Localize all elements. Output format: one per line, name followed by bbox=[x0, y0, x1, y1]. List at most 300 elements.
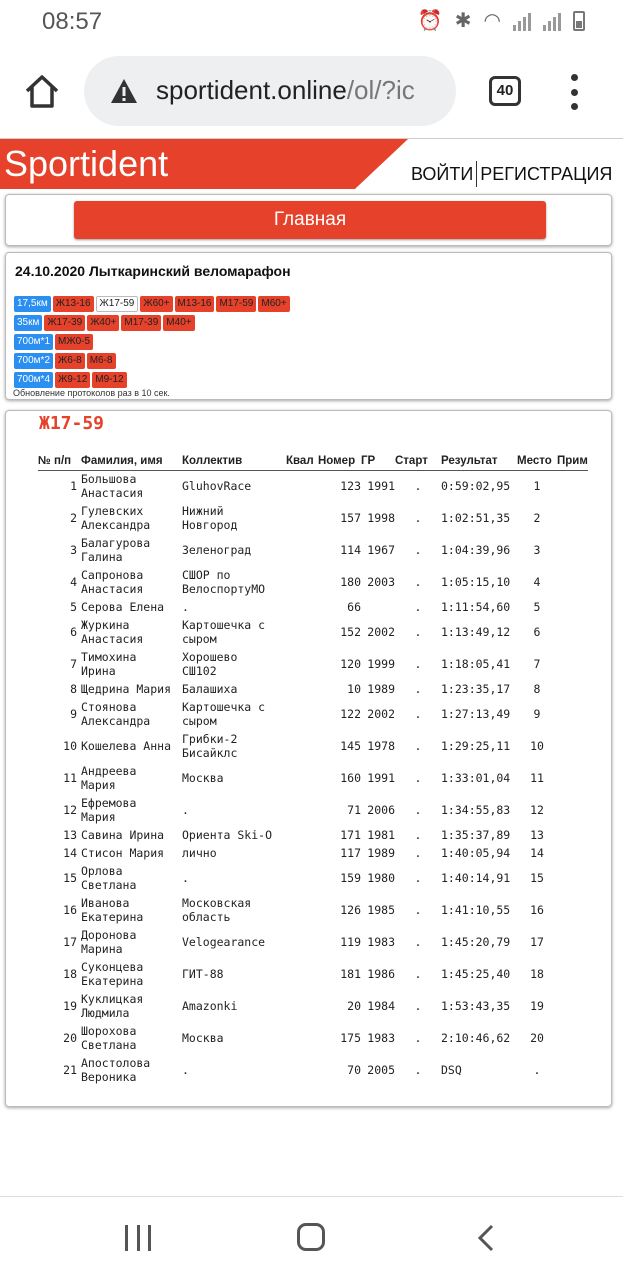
cell-result: 1:11:54,60 bbox=[441, 600, 511, 614]
cell-number: 2 bbox=[70, 511, 77, 525]
cell-bib: 180 bbox=[340, 575, 361, 589]
group-chip[interactable]: Ж17-59 bbox=[96, 296, 139, 312]
cell-result: 1:23:35,17 bbox=[441, 682, 511, 696]
table-row bbox=[38, 894, 588, 926]
recent-apps-icon[interactable] bbox=[125, 1225, 151, 1251]
cell-bib: 160 bbox=[340, 771, 361, 785]
cell-result: 1:35:37,89 bbox=[441, 828, 511, 842]
cell-birth-year: 1983 bbox=[367, 1031, 395, 1045]
group-chip[interactable]: М6-8 bbox=[87, 353, 116, 369]
column-header: Фамилия, имя bbox=[81, 453, 182, 470]
cell-club: Хорошево СШ102 bbox=[182, 650, 238, 678]
cell-note bbox=[557, 844, 588, 862]
cell-note bbox=[557, 616, 588, 648]
cell-number: 7 bbox=[70, 657, 77, 671]
table-row bbox=[38, 862, 588, 894]
cell-place: 6 bbox=[533, 625, 541, 639]
cell-start: . bbox=[414, 575, 422, 589]
home-icon[interactable] bbox=[22, 72, 62, 112]
cell-kval bbox=[286, 844, 318, 862]
cell-name: Доронова Марина bbox=[81, 928, 137, 956]
group-chip[interactable]: М60+ bbox=[258, 296, 289, 312]
cell-note bbox=[557, 698, 588, 730]
cell-name: Кошелева Анна bbox=[81, 739, 172, 753]
cell-birth-year: 1999 bbox=[367, 657, 395, 671]
cell-place: 15 bbox=[530, 871, 544, 885]
main-nav-panel bbox=[5, 194, 612, 246]
cell-birth-year: 1989 bbox=[367, 682, 395, 696]
site-header bbox=[0, 138, 623, 190]
cell-club: лично bbox=[182, 846, 217, 860]
event-title: 24.10.2020 Лыткаринский веломарафон bbox=[15, 263, 291, 279]
group-chip[interactable]: Ж13-16 bbox=[53, 296, 94, 312]
column-header: Прим bbox=[557, 453, 588, 470]
cell-note bbox=[557, 730, 588, 762]
cell-start: . bbox=[414, 511, 422, 525]
cell-name: Гулевских Александра bbox=[81, 504, 151, 532]
cell-kval bbox=[286, 534, 318, 566]
cell-note bbox=[557, 958, 588, 990]
cell-start: . bbox=[414, 1031, 422, 1045]
table-row bbox=[38, 648, 588, 680]
category-selector bbox=[14, 296, 290, 391]
cell-birth-year: 2002 bbox=[367, 707, 395, 721]
cell-birth-year: 1991 bbox=[367, 479, 395, 494]
cell-bib: 157 bbox=[340, 511, 361, 525]
cell-result: 2:10:46,62 bbox=[441, 1031, 511, 1045]
cell-bib: 145 bbox=[340, 739, 361, 753]
cell-note bbox=[557, 826, 588, 844]
column-header: № п/п bbox=[38, 453, 81, 470]
category-row bbox=[14, 315, 290, 331]
address-bar[interactable] bbox=[84, 56, 456, 126]
cell-start: . bbox=[414, 871, 422, 885]
cell-club: . bbox=[182, 803, 189, 817]
group-chip[interactable]: М13-16 bbox=[175, 296, 215, 312]
cell-name: Апостолова Вероника bbox=[81, 1056, 151, 1084]
cell-birth-year: 1980 bbox=[367, 871, 395, 885]
cell-birth-year: 1978 bbox=[367, 739, 395, 753]
cell-name: Орлова Светлана bbox=[81, 864, 137, 892]
table-row bbox=[38, 844, 588, 862]
cell-result: 1:40:14,91 bbox=[441, 871, 511, 885]
cell-kval bbox=[286, 598, 318, 616]
bluetooth-icon: ✱ bbox=[454, 10, 472, 32]
cell-place: 14 bbox=[530, 846, 544, 860]
table-row bbox=[38, 534, 588, 566]
cell-bib: 20 bbox=[347, 999, 361, 1013]
cell-kval bbox=[286, 1054, 318, 1086]
column-header: Место bbox=[517, 453, 557, 470]
cell-name: Андреева Мария bbox=[81, 764, 137, 792]
table-row bbox=[38, 598, 588, 616]
cell-number: 9 bbox=[70, 707, 77, 721]
wifi-icon: ◠ bbox=[483, 10, 501, 32]
cell-kval bbox=[286, 470, 318, 502]
cell-club: Картошечка с сыром bbox=[182, 618, 266, 646]
cell-start: . bbox=[414, 600, 422, 614]
signal-icon bbox=[513, 11, 531, 31]
cell-place: 19 bbox=[530, 999, 544, 1013]
event-panel bbox=[5, 252, 612, 400]
cell-bib: 70 bbox=[347, 1063, 361, 1077]
cell-bib: 10 bbox=[347, 682, 361, 696]
group-chip[interactable]: М40+ bbox=[163, 315, 194, 331]
cell-note bbox=[557, 648, 588, 680]
cell-club: Картошечка с сыром bbox=[182, 700, 266, 728]
category-row bbox=[14, 296, 290, 312]
cell-place: 7 bbox=[533, 657, 541, 671]
cell-birth-year: 1981 bbox=[367, 828, 395, 842]
cell-note bbox=[557, 926, 588, 958]
cell-kval bbox=[286, 762, 318, 794]
cell-note bbox=[557, 598, 588, 616]
cell-bib: 71 bbox=[347, 803, 361, 817]
cell-note bbox=[557, 762, 588, 794]
column-header: Квал bbox=[286, 453, 318, 470]
cell-kval bbox=[286, 648, 318, 680]
cell-birth-year: 2003 bbox=[367, 575, 395, 589]
group-chip[interactable]: Ж9-12 bbox=[55, 372, 90, 388]
cell-name: Иванова Екатерина bbox=[81, 896, 144, 924]
cell-name: Суконцева Екатерина bbox=[81, 960, 144, 988]
cell-result: 1:33:01,04 bbox=[441, 771, 511, 785]
cell-club: . bbox=[182, 871, 189, 885]
cell-name: Стисон Мария bbox=[81, 846, 165, 860]
cell-birth-year: 1989 bbox=[367, 846, 395, 860]
cell-name: Серова Елена bbox=[81, 600, 165, 614]
cell-number: 19 bbox=[63, 999, 77, 1013]
cell-bib: 181 bbox=[340, 967, 361, 981]
status-time: 08:57 bbox=[42, 8, 103, 35]
cell-result: 1:05:15,10 bbox=[441, 575, 511, 589]
url-text[interactable] bbox=[156, 75, 415, 106]
cell-bib: 117 bbox=[340, 846, 361, 860]
cell-number: 20 bbox=[63, 1031, 77, 1045]
site-logo[interactable]: Sportident bbox=[4, 143, 169, 184]
cell-number: 6 bbox=[70, 625, 77, 639]
category-row bbox=[14, 353, 290, 369]
cell-place: 1 bbox=[533, 479, 541, 494]
cell-kval bbox=[286, 826, 318, 844]
table-row bbox=[38, 470, 588, 502]
cell-note bbox=[557, 470, 588, 502]
cell-number: 17 bbox=[63, 935, 77, 949]
cell-start: . bbox=[414, 828, 422, 842]
cell-start: . bbox=[414, 771, 422, 785]
system-nav-bar bbox=[0, 1196, 623, 1280]
home-nav-icon[interactable] bbox=[297, 1223, 325, 1251]
cell-kval bbox=[286, 698, 318, 730]
cell-number: 1 bbox=[70, 479, 77, 494]
cell-number: 4 bbox=[70, 575, 77, 589]
cell-kval bbox=[286, 680, 318, 698]
cell-number: 8 bbox=[70, 682, 77, 696]
cell-number: 12 bbox=[63, 803, 77, 817]
cell-start: . bbox=[414, 707, 422, 721]
table-row bbox=[38, 1022, 588, 1054]
group-chip[interactable]: М17-39 bbox=[121, 315, 161, 331]
cell-kval bbox=[286, 730, 318, 762]
cell-start: . bbox=[414, 479, 422, 494]
cell-place: 12 bbox=[530, 803, 544, 817]
alarm-icon: ⏰ bbox=[417, 10, 443, 32]
cell-start: . bbox=[414, 935, 422, 949]
group-chip[interactable]: МЖ0-5 bbox=[55, 334, 93, 350]
cell-place: 17 bbox=[530, 935, 544, 949]
column-header: Номер bbox=[318, 453, 361, 470]
cell-kval bbox=[286, 894, 318, 926]
cell-result: 1:41:10,55 bbox=[441, 903, 511, 917]
register-link[interactable]: РЕГИСТРАЦИЯ bbox=[480, 163, 613, 184]
cell-place: . bbox=[533, 1063, 541, 1077]
cell-start: . bbox=[414, 543, 422, 557]
table-row bbox=[38, 616, 588, 648]
cell-note bbox=[557, 502, 588, 534]
group-chip[interactable]: Ж17-39 bbox=[44, 315, 85, 331]
cell-bib: 122 bbox=[340, 707, 361, 721]
cell-result: 1:34:55,83 bbox=[441, 803, 511, 817]
table-row bbox=[38, 502, 588, 534]
cell-club: Москва bbox=[182, 1031, 224, 1045]
cell-place: 2 bbox=[533, 511, 541, 525]
cell-number: 13 bbox=[63, 828, 77, 842]
cell-kval bbox=[286, 990, 318, 1022]
column-header: Коллектив bbox=[182, 453, 286, 470]
group-chip[interactable]: М9-12 bbox=[92, 372, 126, 388]
cell-club: СШОР по ВелоспортуМО bbox=[182, 568, 266, 596]
update-note: Обновление протоколов раз в 10 сек. bbox=[13, 388, 170, 398]
tab-switcher-button[interactable]: 40 bbox=[489, 76, 521, 106]
cell-place: 9 bbox=[533, 707, 541, 721]
cell-birth-year: 1991 bbox=[367, 771, 395, 785]
cell-club: Москва bbox=[182, 771, 224, 785]
cell-name: Куклицкая Людмила bbox=[81, 992, 144, 1020]
cell-kval bbox=[286, 926, 318, 958]
login-link[interactable]: ВОЙТИ bbox=[411, 163, 474, 184]
cell-club: Зеленоград bbox=[182, 543, 252, 557]
cell-bib: 175 bbox=[340, 1031, 361, 1045]
group-chip[interactable]: Ж6-8 bbox=[55, 353, 85, 369]
cell-note bbox=[557, 990, 588, 1022]
cell-note bbox=[557, 894, 588, 926]
cell-birth-year: 1967 bbox=[367, 543, 395, 557]
cell-name: Сапронова Анастасия bbox=[81, 568, 144, 596]
cell-name: Большова Анастасия bbox=[81, 472, 144, 501]
cell-bib: 171 bbox=[340, 828, 361, 842]
main-page-button[interactable]: Главная bbox=[74, 201, 546, 239]
table-row bbox=[38, 926, 588, 958]
status-bar bbox=[0, 0, 623, 44]
column-header: Результат bbox=[441, 453, 517, 470]
cell-club: Amazonki bbox=[182, 999, 238, 1013]
cell-club: Балашиха bbox=[182, 682, 238, 696]
cell-place: 16 bbox=[530, 903, 544, 917]
cell-start: . bbox=[414, 682, 422, 696]
distance-chip[interactable]: 700м*1 bbox=[14, 334, 53, 350]
cell-result: 1:29:25,11 bbox=[441, 739, 511, 753]
category-row bbox=[14, 372, 290, 388]
cell-number: 18 bbox=[63, 967, 77, 981]
cell-bib: 159 bbox=[340, 871, 361, 885]
cell-start: . bbox=[414, 846, 422, 860]
table-body bbox=[38, 470, 588, 1086]
cell-start: . bbox=[414, 625, 422, 639]
distance-chip[interactable]: 700м*2 bbox=[14, 353, 53, 369]
cell-place: 20 bbox=[530, 1031, 544, 1045]
cell-bib: 126 bbox=[340, 903, 361, 917]
cell-place: 4 bbox=[533, 575, 541, 589]
cell-name: Савина Ирина bbox=[81, 828, 165, 842]
cell-note bbox=[557, 566, 588, 598]
url-host: sportident.online bbox=[156, 75, 347, 105]
cell-bib: 123 bbox=[340, 479, 361, 494]
cell-club: ГИТ-88 bbox=[182, 967, 224, 981]
cell-result: 1:45:25,40 bbox=[441, 967, 511, 981]
cell-result: 1:02:51,35 bbox=[441, 511, 511, 525]
cell-kval bbox=[286, 862, 318, 894]
cell-bib: 119 bbox=[340, 935, 361, 949]
cell-birth-year bbox=[361, 598, 395, 616]
cell-birth-year: 1985 bbox=[367, 903, 395, 917]
group-chip[interactable]: Ж60+ bbox=[140, 296, 172, 312]
cell-result: 1:53:43,35 bbox=[441, 999, 511, 1013]
cell-club: . bbox=[182, 1063, 189, 1077]
cell-kval bbox=[286, 616, 318, 648]
cell-result: 1:04:39,96 bbox=[441, 543, 511, 557]
auth-links bbox=[408, 161, 615, 187]
distance-chip[interactable]: 17,5км bbox=[14, 296, 51, 312]
cell-start: . bbox=[414, 1063, 422, 1077]
cell-place: 5 bbox=[533, 600, 541, 614]
cell-birth-year: 1984 bbox=[367, 999, 395, 1013]
cell-note bbox=[557, 680, 588, 698]
cell-kval bbox=[286, 566, 318, 598]
results-table bbox=[38, 453, 588, 1086]
table-row bbox=[38, 794, 588, 826]
cell-place: 11 bbox=[530, 771, 544, 785]
cell-bib: 120 bbox=[340, 657, 361, 671]
cell-place: 18 bbox=[530, 967, 544, 981]
cell-kval bbox=[286, 958, 318, 990]
signal-icon-2 bbox=[543, 11, 561, 31]
table-row bbox=[38, 990, 588, 1022]
cell-club: Нижний Новгород bbox=[182, 504, 238, 532]
cell-club: Ориента Ski-O bbox=[182, 828, 273, 842]
cell-name: Журкина Анастасия bbox=[81, 618, 144, 646]
cell-note bbox=[557, 1022, 588, 1054]
cell-result: 0:59:02,95 bbox=[441, 479, 511, 494]
cell-bib: 66 bbox=[347, 600, 361, 614]
table-row bbox=[38, 730, 588, 762]
cell-start: . bbox=[414, 967, 422, 981]
cell-number: 3 bbox=[70, 543, 77, 557]
table-row bbox=[38, 680, 588, 698]
more-menu-icon[interactable] bbox=[566, 74, 582, 110]
cell-name: Балагурова Галина bbox=[81, 536, 151, 564]
cell-name: Ефремова Мария bbox=[81, 796, 137, 824]
cell-note bbox=[557, 794, 588, 826]
cell-start: . bbox=[414, 999, 422, 1013]
url-path: /ol/?ic bbox=[346, 75, 415, 105]
cell-start: . bbox=[414, 803, 422, 817]
cell-start: . bbox=[414, 903, 422, 917]
cell-place: 8 bbox=[533, 682, 541, 696]
cell-number: 14 bbox=[63, 846, 77, 860]
cell-number: 5 bbox=[70, 600, 77, 614]
cell-place: 3 bbox=[533, 543, 541, 557]
cell-birth-year: 1998 bbox=[367, 511, 395, 525]
cell-number: 11 bbox=[63, 771, 77, 785]
category-row bbox=[14, 334, 290, 350]
battery-icon bbox=[573, 11, 585, 31]
cell-number: 16 bbox=[63, 903, 77, 917]
cell-club: Грибки-2 Бисайклс bbox=[182, 732, 238, 760]
cell-place: 10 bbox=[530, 739, 544, 753]
cell-kval bbox=[286, 794, 318, 826]
table-row bbox=[38, 826, 588, 844]
table-row bbox=[38, 762, 588, 794]
cell-note bbox=[557, 534, 588, 566]
results-panel bbox=[5, 410, 612, 1107]
cell-number: 10 bbox=[63, 739, 77, 753]
cell-result: 1:45:20,79 bbox=[441, 935, 511, 949]
cell-result: 1:27:13,49 bbox=[441, 707, 511, 721]
back-icon[interactable] bbox=[474, 1223, 498, 1253]
cell-kval bbox=[286, 1022, 318, 1054]
cell-club: GluhovRace bbox=[182, 479, 252, 494]
browser-toolbar bbox=[0, 44, 623, 138]
cell-number: 21 bbox=[63, 1063, 77, 1077]
cell-bib: 152 bbox=[340, 625, 361, 639]
distance-chip[interactable]: 35км bbox=[14, 315, 42, 331]
cell-result: 1:13:49,12 bbox=[441, 625, 511, 639]
cell-note bbox=[557, 1054, 588, 1086]
column-header: ГР bbox=[361, 453, 395, 470]
cell-club: Московская область bbox=[182, 896, 252, 924]
warning-icon[interactable] bbox=[110, 78, 138, 104]
cell-start: . bbox=[414, 739, 422, 753]
cell-kval bbox=[286, 502, 318, 534]
cell-name: Тимохина Ирина bbox=[81, 650, 137, 678]
table-row bbox=[38, 958, 588, 990]
distance-chip[interactable]: 700м*4 bbox=[14, 372, 53, 388]
cell-birth-year: 1986 bbox=[367, 967, 395, 981]
table-header-row bbox=[38, 453, 588, 470]
cell-result: DSQ bbox=[441, 1063, 462, 1077]
cell-birth-year: 2006 bbox=[367, 803, 395, 817]
cell-name: Шорохова Светлана bbox=[81, 1024, 137, 1052]
table-row bbox=[38, 698, 588, 730]
cell-place: 13 bbox=[530, 828, 544, 842]
cell-birth-year: 1983 bbox=[367, 935, 395, 949]
cell-name: Стоянова Александра bbox=[81, 700, 151, 728]
cell-result: 1:40:05,94 bbox=[441, 846, 511, 860]
group-chip[interactable]: М17-59 bbox=[216, 296, 256, 312]
cell-club: Velogearance bbox=[182, 935, 266, 949]
table-row bbox=[38, 566, 588, 598]
table-row bbox=[38, 1054, 588, 1086]
column-header: Старт bbox=[395, 453, 441, 470]
cell-name: Щедрина Мария bbox=[81, 682, 172, 696]
status-icons bbox=[418, 10, 585, 32]
cell-note bbox=[557, 862, 588, 894]
group-chip[interactable]: Ж40+ bbox=[87, 315, 119, 331]
cell-birth-year: 2005 bbox=[367, 1063, 395, 1077]
cell-start: . bbox=[414, 657, 422, 671]
cell-bib: 114 bbox=[340, 543, 361, 557]
cell-club: . bbox=[182, 600, 189, 614]
